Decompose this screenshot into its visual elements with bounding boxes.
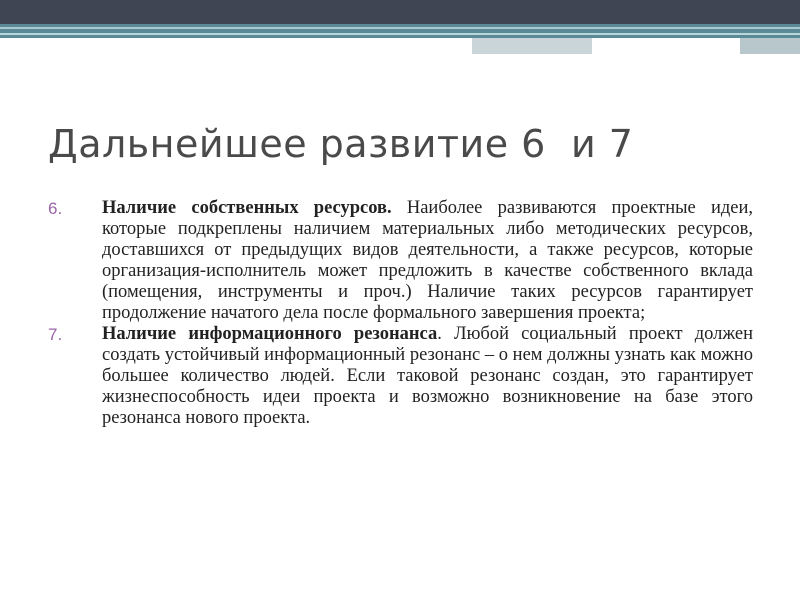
item-heading: Наличие собственных ресурсов. — [102, 198, 392, 218]
item-number: 6. — [48, 199, 63, 218]
item-body — [102, 198, 753, 324]
item-heading: Наличие информационного резонанса — [102, 324, 438, 344]
slide-title: Дальнейшее развитие 6 и 7 — [48, 122, 634, 166]
accent-band — [0, 24, 800, 38]
item-number: 7. — [48, 325, 63, 344]
numbered-list — [48, 198, 753, 429]
item-text: . Любой социальный проект должен создать устойчивый информационный резонанс – о нем должны узнать как можно большее количество людей. Если таковой резонанс создан, это гарантирует жизнеспособность идеи проекта и возможно возникновение на базе этого резонанса нового проекта. — [102, 324, 753, 428]
item-text: Наиболее развиваются проектные идеи, которые подкреплены наличием материальных либо методических ресурсов, доставшихся от предыдущих видов деятельности, а также ресурсов, которые организация-исполнитель может предложить в качестве собственного вклада (помещения, инструменты и проч.) Наличие таких ресурсов гарантирует продолжение начатого дела после формального завершения проекта; — [102, 198, 753, 323]
item-body — [102, 324, 753, 429]
accent-line — [0, 33, 800, 35]
list-item — [48, 198, 753, 324]
header-band — [0, 0, 800, 24]
list-item — [48, 324, 753, 429]
decorative-tab — [472, 38, 592, 54]
accent-line — [0, 27, 800, 29]
decorative-tab — [740, 38, 800, 54]
